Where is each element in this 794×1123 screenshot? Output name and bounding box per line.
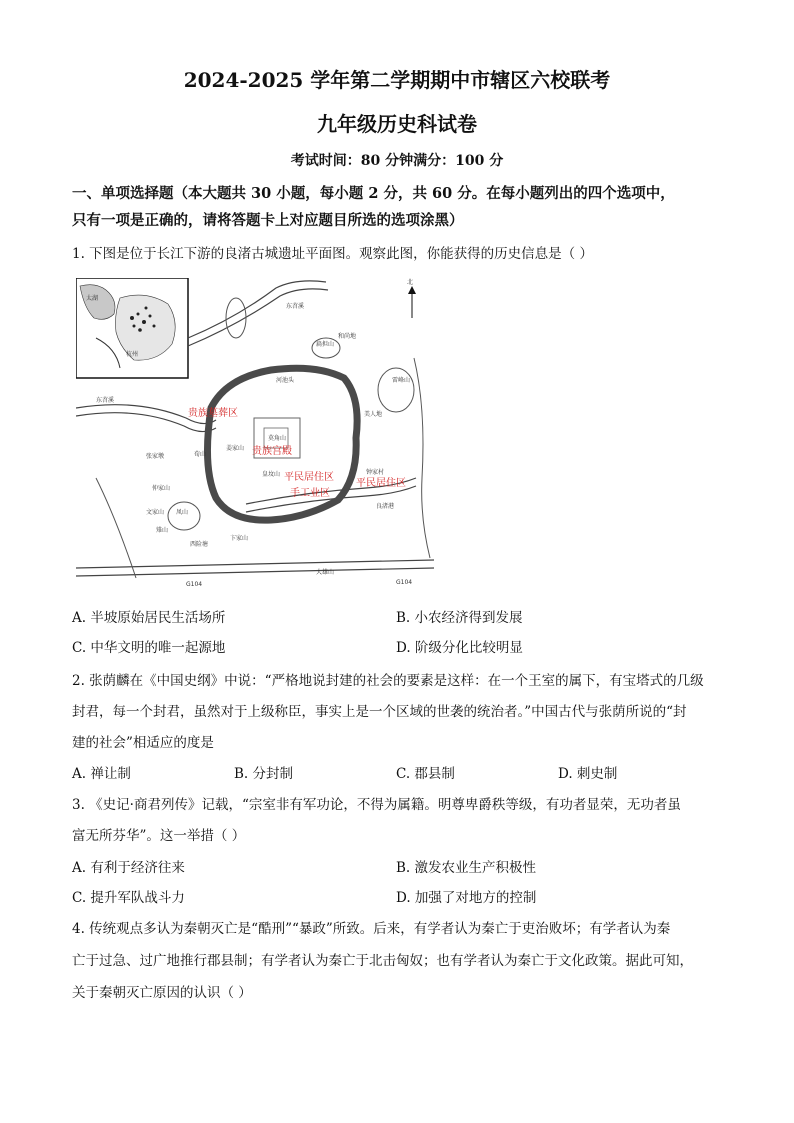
place-label-20: 大雄山	[316, 569, 335, 576]
place-label-17: 雷峰山	[392, 377, 411, 384]
q2-option-b[interactable]: B. 分封制	[234, 766, 294, 782]
place-label-8: 仲家山	[152, 485, 171, 492]
zone-noble-palace: 贵族宫殿	[252, 446, 292, 457]
place-label-14: 和尚地	[338, 333, 357, 340]
q3-option-c[interactable]: C. 提升军队战斗力	[72, 890, 185, 906]
inset-label-0: 太湖	[86, 295, 99, 302]
place-label-4: 凤山	[176, 509, 189, 516]
north-label: 北	[407, 279, 414, 286]
place-label-18: 卞家山	[230, 535, 249, 542]
section-heading-line1: 一、单项选择题（本大题共 30 小题，每小题 2 分，共 60 分。在每小题列出的四个选项中，	[72, 185, 675, 202]
inset-label-1: 杭州	[126, 351, 139, 358]
liangzhu-city-map	[76, 278, 434, 592]
q1-option-c[interactable]: C. 中华文明的唯一起源地	[72, 640, 226, 656]
q1-stem: 1. 下图是位于长江下游的良渚古城遗址平面图。观察此图，你能获得的历史信息是（ ）	[72, 246, 593, 262]
q4-stem-line1: 4. 传统观点多认为秦朝灭亡是“酷刑”“暴政”所致。后来，有学者认为秦亡于吏治败坏；有学者认为秦	[72, 921, 671, 937]
place-label-13: 扁担山	[316, 341, 335, 348]
place-label-10: 钟家村	[366, 469, 385, 476]
q1-option-d[interactable]: D. 阶级分化比较明显	[396, 640, 523, 656]
q4-stem-line2: 亡于过急、过广地推行郡县制；有学者认为秦亡于北击匈奴；也有学者认为秦亡于文化政策。据此可知，	[72, 953, 693, 969]
q3-option-a[interactable]: A. 有利于经济往来	[72, 860, 185, 876]
place-label-9: 文家山	[146, 509, 165, 516]
q2-stem-line3: 建的社会”相适应的度是	[72, 735, 214, 751]
q3-option-d[interactable]: D. 加强了对地方的控制	[396, 890, 537, 906]
place-label-21: 荀山	[194, 451, 207, 458]
q2-option-a[interactable]: A. 禅让制	[72, 766, 131, 782]
q3-stem-line2: 富无所芬华”。这一举措（ ）	[72, 828, 246, 844]
q2-option-c[interactable]: C. 郡县制	[396, 766, 455, 782]
q1-option-a[interactable]: A. 半坡原始居民生活场所	[72, 610, 226, 626]
place-label-3: 莫角山	[268, 435, 287, 442]
place-label-22: 雉山	[156, 527, 169, 534]
exam-title-line1: 2024-2025 学年第二学期期中市辖区六校联考	[183, 68, 611, 92]
place-label-16: 姜家山	[226, 445, 245, 452]
q2-stem-line1: 2. 张荫麟在《中国史纲》中说：“严格地说封建的社会的要素是这样：在一个王室的属下，有宝塔式的几级	[72, 673, 704, 689]
exam-title-line2: 九年级历史科试卷	[317, 112, 477, 136]
section-heading-line2: 只有一项是正确的，请将答题卡上对应题目所选的选项涂黑）	[72, 212, 464, 229]
zone-noble-tombs: 贵族墓葬区	[188, 408, 238, 419]
zone-commoner-residence-2: 平民居住区	[356, 478, 406, 489]
q2-option-d[interactable]: D. 刺史制	[558, 766, 618, 782]
place-label-12: 河池头	[276, 377, 295, 384]
place-label-2: 良渚港	[376, 503, 395, 510]
place-label-11: 美人地	[364, 411, 383, 418]
q3-option-b[interactable]: B. 激发农业生产积极性	[396, 860, 537, 876]
place-label-7: 张家墩	[146, 453, 165, 460]
q1-option-b[interactable]: B. 小农经济得到发展	[396, 610, 523, 626]
exam-meta: 考试时间：80 分钟满分：100 分	[290, 153, 504, 169]
place-label-0: 东苕溪	[286, 303, 305, 310]
place-label-6: G104	[396, 579, 413, 586]
zone-commoner-residence-1: 平民居住区	[284, 472, 334, 483]
place-label-15: 皇坟山	[262, 471, 281, 478]
place-label-5: G104	[186, 581, 203, 588]
q4-stem-line3: 关于秦朝灭亡原因的认识（ ）	[72, 985, 252, 1001]
q2-stem-line2: 封君，每一个封君，虽然对于上级称臣，事实上是一个区域的世袭的统治者。”中国古代与张荫所说的“封	[72, 704, 687, 720]
place-label-19: 西险塘	[190, 541, 209, 548]
zone-handicraft: 手工业区	[290, 488, 330, 499]
q3-stem-line1: 3. 《史记·商君列传》记载，“宗室非有军功论，不得为属籍。明尊卑爵秩等级，有功者显荣，无功者虽	[72, 797, 681, 813]
place-label-1: 东苕溪	[96, 397, 115, 404]
